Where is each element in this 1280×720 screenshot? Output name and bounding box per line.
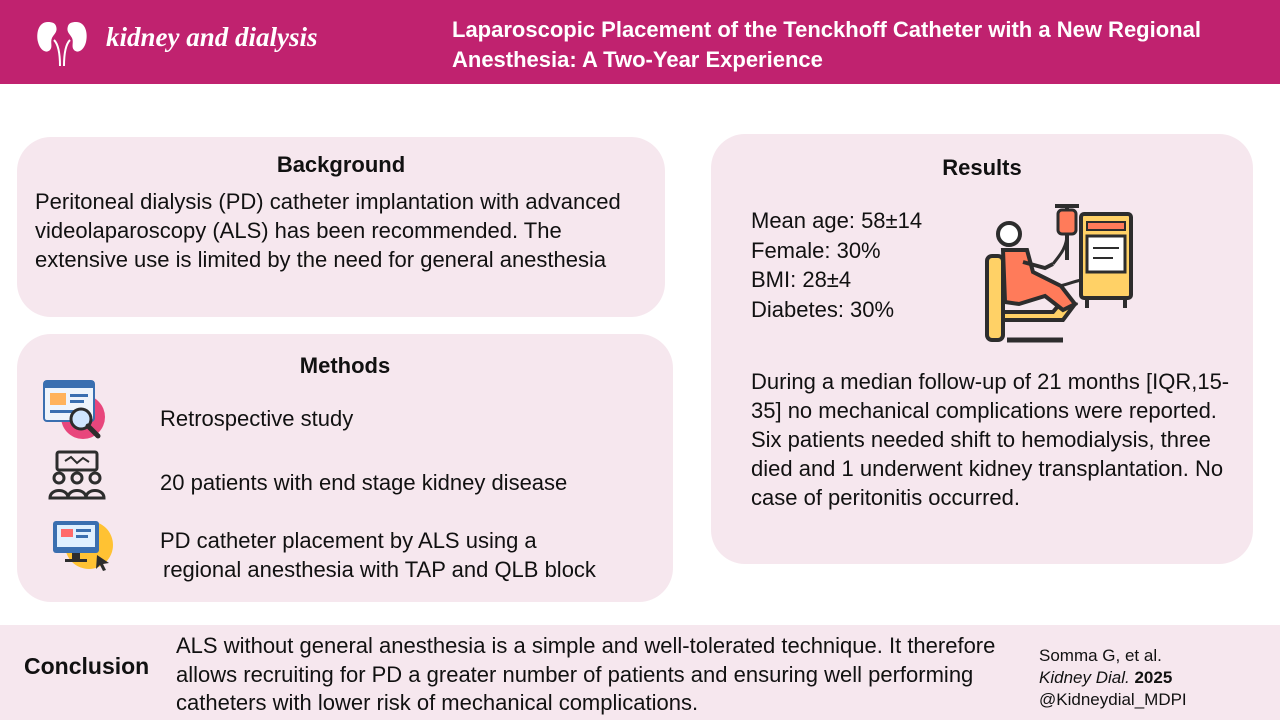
search-document-icon [41,379,107,441]
results-heading: Results [942,155,1022,180]
citation-handle: @Kidneydial_MDPI [1039,690,1187,709]
kidneys-icon [34,18,98,68]
patients-group-icon [47,450,107,502]
citation-authors: Somma G, et al. [1039,646,1162,665]
conclusion-bar [0,625,1280,720]
background-text: Peritoneal dialysis (PD) catheter implantation with advanced videolaparoscopy (ALS) has been recommended. The extensive use is limited by the need for general anesthesia [35,189,621,272]
stat-diabetes: Diabetes: 30% [751,296,895,322]
citation-year: 2025 [1134,668,1173,687]
stat-mean-age: Mean age: 58±14 [751,208,923,233]
journal-logo-text: kidney and dialysis [106,22,318,52]
methods-item-text-2: regional anesthesia with TAP and QLB block [163,557,596,582]
citation-journal: Kidney Dial. [1039,668,1130,687]
conclusion-text: ALS without general anesthesia is a simple and well-tolerated technique. It therefore allows recruiting for PD a greater number of patients and ensuring well performing catheters with lower risk of mechanical complications. [176,633,996,715]
results-stats [751,206,922,324]
stat-bmi: BMI: 28±4 [751,267,852,292]
header-bar [0,0,1280,84]
results-text: During a median follow-up of 21 months [IQR,15-35] no mechanical complications were reported. Six patients needed shift to hemodialysis, three died and 1 underwent kidney transplantation. No case of peritonitis occurred. [751,369,1230,510]
methods-item-text: 20 patients with end stage kidney disease [160,470,568,495]
citation [1039,645,1187,711]
methods-item-text: Retrospective study [160,406,354,431]
background-panel [17,137,665,317]
methods-item-text: PD catheter placement by ALS using a [160,528,537,553]
conclusion-label: Conclusion [24,653,150,679]
methods-panel [17,334,673,602]
methods-heading: Methods [299,353,391,378]
dialysis-patient-icon [983,200,1135,350]
citation-journal-line [1039,667,1187,689]
background-heading: Background [276,152,406,177]
results-panel [711,134,1253,564]
page-title: Laparoscopic Placement of the Tenckhoff Catheter with a New Regional Anesthesia: A Two-Year Experience [452,17,1201,72]
monitor-procedure-icon [51,517,115,573]
stat-female: Female: 30% [751,237,881,263]
